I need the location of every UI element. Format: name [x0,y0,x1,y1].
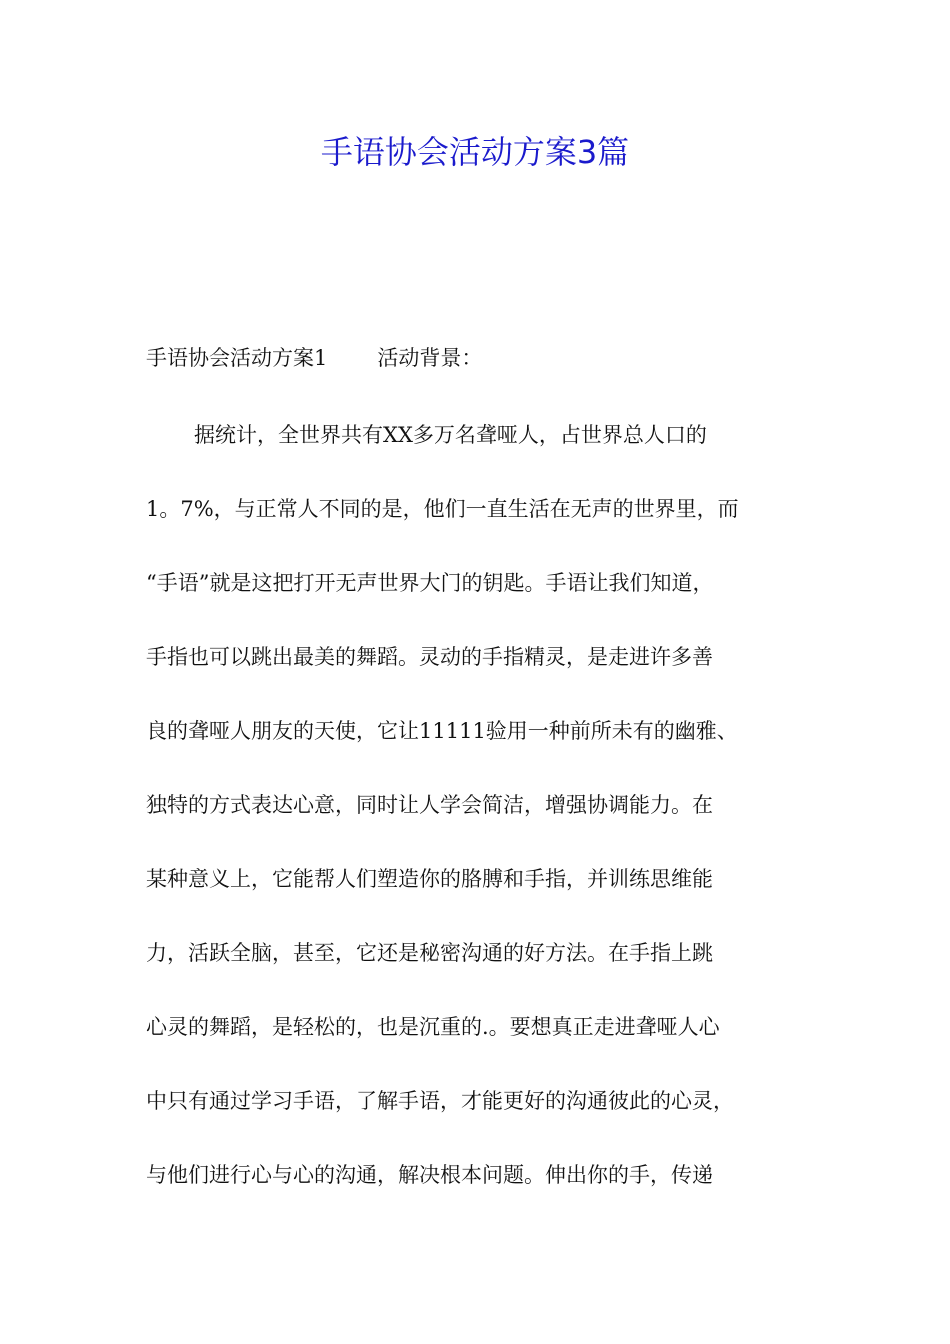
paragraph-line: 心灵的舞蹈，是轻松的，也是沉重的.。要想真正走进聋哑人心 [146,1015,720,1039]
section-name: 手语协会活动方案1 [146,346,328,370]
paragraph-line: 据统计，全世界共有XX多万名聋哑人，占世界总人口的 [194,423,707,447]
body-paragraph [146,416,810,1230]
paragraph-line: 良的聋哑人朋友的天使，它让11111验用一种前所未有的幽雅、 [146,719,738,743]
paragraph-line: 中只有通过学习手语，了解手语，才能更好的沟通彼此的心灵， [146,1089,734,1113]
paragraph-line: 1。7%，与正常人不同的是，他们一直生活在无声的世界里，而 [146,497,739,521]
paragraph-line: 某种意义上，它能帮人们塑造你的胳膊和手指，并训练思维能 [146,867,713,891]
paragraph-line: 独特的方式表达心意，同时让人学会简洁，增强协调能力。在 [146,793,713,817]
paragraph-line: 与他们进行心与心的沟通，解决根本问题。伸出你的手，传递 [146,1163,713,1187]
paragraph-line: “手语”就是这把打开无声世界大门的钥匙。手语让我们知道， [146,571,714,595]
section-subheading: 活动背景： [377,346,483,370]
document-title: 手语协会活动方案3篇 [320,133,630,171]
section-heading [146,342,482,374]
paragraph-line: 力，活跃全脑，甚至，它还是秘密沟通的好方法。在手指上跳 [146,941,713,965]
paragraph-line: 手指也可以跳出最美的舞蹈。灵动的手指精灵，是走进许多善 [146,645,713,669]
